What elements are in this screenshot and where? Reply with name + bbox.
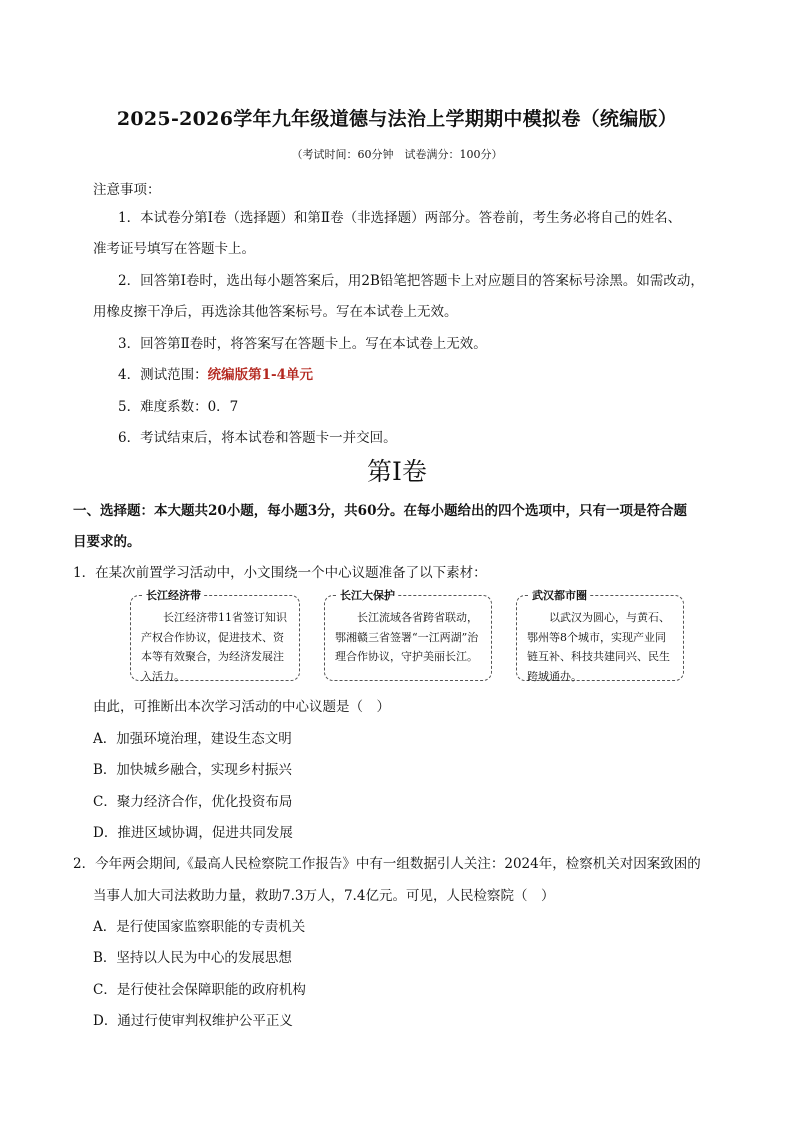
notice-item-2-line-1: 2．回答第Ⅰ卷时，选出每小题答案后，用2B铅笔把答题卡上对应题目的答案标号涂黑。如需改动，	[118, 273, 704, 289]
question-2-stem-line-2: 当事人加大司法救助力量，救助7.3万人，7.4亿元。可见，人民检察院（ ）	[93, 888, 555, 904]
question-1-stem: 1．在某次前置学习活动中，小文围绕一个中心议题准备了以下素材：	[73, 565, 487, 581]
material-card-2-title: 长江大保护	[337, 587, 398, 603]
question-2-option-c[interactable]: C．是行使社会保障职能的政府机构	[93, 982, 306, 998]
notice-item-1-line-1: 1．本试卷分第Ⅰ卷（选择题）和第Ⅱ卷（非选择题）两部分。答卷前，考生务必将自己的姓名、	[118, 210, 682, 226]
question-1-prompt: 由此，可推断出本次学习活动的中心议题是（ ）	[93, 699, 390, 715]
section-title: 第Ⅰ卷	[367, 457, 427, 486]
notice-item-5: 5．难度系数：0．7	[118, 399, 239, 415]
notice-item-2-line-2: 用橡皮擦干净后，再选涂其他答案标号。写在本试卷上无效。	[93, 304, 458, 320]
material-card-3	[516, 589, 684, 683]
material-card-2	[324, 589, 492, 681]
notice-item-3: 3．回答第Ⅱ卷时，将答案写在答题卡上。写在本试卷上无效。	[118, 336, 487, 352]
material-card-2-text: 长江流域各省跨省联动，鄂湘赣三省签署“一江两湖”治理合作协议，守护美丽长江。	[335, 611, 479, 663]
question-1-option-a[interactable]: A．加强环境治理，建设生态文明	[93, 731, 292, 747]
notice-heading: 注意事项：	[93, 182, 161, 198]
section-instruction-line-1: 一、选择题：本大题共20小题，每小题3分，共60分。在每小题给出的四个选项中，只有一项是符合题	[73, 503, 687, 519]
notice-item-1-line-2: 准考证号填写在答题卡上。	[93, 241, 255, 257]
notice-item-4	[118, 363, 313, 383]
question-1-option-b[interactable]: B．加快城乡融合，实现乡村振兴	[93, 762, 292, 778]
page-title: 2025-2026学年九年级道德与法治上学期期中模拟卷（统编版）	[116, 108, 678, 130]
material-card-1-title: 长江经济带	[143, 587, 204, 603]
section-instruction-line-2: 目要求的。	[73, 534, 141, 550]
material-card-3-title: 武汉都市圈	[529, 587, 590, 603]
material-card-1-text: 长江经济带11省签订知识产权合作协议，促进技术、资本等有效聚合，为经济发展注入活力。	[141, 611, 287, 683]
question-2-option-d[interactable]: D．通过行使审判权维护公平正义	[93, 1013, 293, 1029]
material-card-1	[130, 589, 300, 683]
notice-item-4-label: 4．测试范围：	[118, 367, 208, 383]
material-card-3-text: 以武汉为圆心，与黄石、鄂州等8个城市，实现产业同链互补、科技共建同兴、民生跨城通办。	[527, 611, 670, 683]
question-1-option-d[interactable]: D．推进区域协调，促进共同发展	[93, 825, 293, 841]
question-2-option-b[interactable]: B．坚持以人民为中心的发展思想	[93, 950, 292, 966]
test-scope: 统编版第1-4单元	[207, 367, 313, 383]
exam-info: （考试时间：60分钟 试卷满分：100分）	[291, 148, 503, 161]
question-1-option-c[interactable]: C．聚力经济合作，优化投资布局	[93, 794, 293, 810]
question-2-option-a[interactable]: A．是行使国家监察职能的专责机关	[93, 919, 306, 935]
question-2-stem-line-1: 2．今年两会期间,《最高人民检察院工作报告》中有一组数据引人关注：2024年，检察机关对因案致困的	[73, 856, 701, 872]
notice-item-6: 6．考试结束后，将本试卷和答题卡一并交回。	[118, 430, 397, 446]
